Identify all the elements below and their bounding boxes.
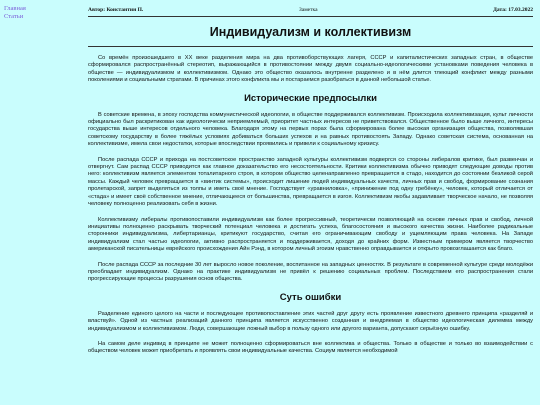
date-label: Дата: 17.03.2022	[493, 7, 533, 13]
author-label: Автор: Константин П.	[88, 7, 144, 13]
intro-paragraph: Со времён произошедшего в XX веке разделения мира на два противоборствующих лагеря, СССР и капиталистических западных стран, в обществе сформировался распространённый стереотип, выражающийся в противостоянии между двумя социально-идеологическими установками поведения человека в обществе — индивидуализмом и коллективизмом. Однако это общество оказалось внутренне разделено и в нём длится тлеющий конфликт между разными поколениями и социальными стратами. В причинах этого конфликта мы и постараемся разобраться в данной небольшой статье.	[88, 55, 533, 84]
article-body	[88, 55, 533, 364]
paragraph: Разделение единого целого на части и последующее противопоставление этих частей друг другу есть проявление известного древнего принципа «разделяй и властвуй». Одной из частных реализаций данного принципа является искусственно созданная и внедряемая в общество идеологическая дилемма между индивидуализмом и коллективизмом. Люди, совершающие ложный выбор в пользу одного или другого варианта, допускают серьёзную ошибку.	[88, 310, 533, 332]
page-title: Индивидуализм и коллективизм	[209, 25, 412, 39]
nav-articles-link[interactable]: Статьи	[4, 13, 24, 20]
section-heading-error: Суть ошибки	[279, 291, 342, 303]
type-label: Заметка	[299, 7, 318, 13]
nav-home-link[interactable]: Главная	[4, 5, 26, 12]
title-divider	[88, 46, 533, 47]
nav-menu	[4, 5, 34, 21]
paragraph: После распада СССР и прихода на постсоветское пространство западной культуры коллективизм подвергся со стороны либералов критике, был развенчан и отвергнут. Сам распад СССР приводится как главное доказательство его несостоятельности. Критики коллективизма обычно приводят следующие доводы против него: коллективизм является элементом тоталитарного строя, в котором общество целенаправленно превращается в стадо, находится до состоянии безликой серой массы. Каждый человек превращается в «винтик системы», происходит лишение людей индивидуальных качеств, личных прав и свобод, формирование сознания пролетарской, запрет выделяться из толпы и иметь своё мнение. Господствует «уравниловка», «принижение под одну гребёнку», человек, который отличается от «стада» и имеет своё собственное мнение, отличающееся от большинства, превращается в изгоя. Коллективизм якобы задавливает творческое начало, не позволяя человеку полноценно реализовать себя в жизни.	[88, 156, 533, 208]
paragraph: На самом деле индивид в принципе не может полноценно сформироваться вне коллектива и общества. Только в обществе и только во взаимодействии с обществом человек может приобретать и проявлять свои индивидуальные качества. Социум является необходимой	[88, 340, 533, 355]
paragraph: После распада СССР за последние 30 лет выросло новое поколение, воспитанное на западных ценностях. В результате в современной культуре среди молодёжи преобладает индивидуализм. Однако на практике индивидуализм не привёл к решению социальных проблем. Последствием его распространения стали прогрессирующие процессы разрушения основ общества.	[88, 261, 533, 283]
section-heading-history: Исторические предпосылки	[244, 92, 377, 104]
header-divider	[88, 16, 533, 17]
paragraph: Коллективизму либералы противопоставили индивидуализм как более прогрессивный, теоретически позволяющий на основе личных прав и свобод, личной инициативы полноценно раскрывать творческий потенциал человека и достигать успеха, благосостояния и высокого качества жизни. Наиболее радикальные сторонники индивидуализма, либертарианцы, критикуют государство, считая его ограничивающим свободу и ущемляющим права человека. На Западе индивидуализм стал частью идеологии, активно распространяется и поддерживается, доходя до крайних форм. Известным примером является творчество американской писательницы еврейского происхождения Айн Рэнд, в котором личный эгоизм нравственно оправдывается и открыто провозглашается как благо.	[88, 216, 533, 253]
title-block	[88, 25, 533, 39]
paragraph: В советские времена, в эпоху господства коммунистической идеологии, в обществе поддерживался коллективизм. Происходила коллективизация, культ личности официально был раскритикован как идеологически неприемлемый, приоритет частных интересов не приветствовался. Общественное было выше личного, интересы государства выше интересов отдельного человека. Благодаря этому на первых порах была сформирована более высокая организация общества, позволявшая советскому государству в более тяжёлых условиях добиваться больших успехов и на равных противостоять Западу. Однако советская система, основанная на коллективизме, имела свои недостатки, которые впоследствии проявились и привели к социальному кризису.	[88, 111, 533, 148]
